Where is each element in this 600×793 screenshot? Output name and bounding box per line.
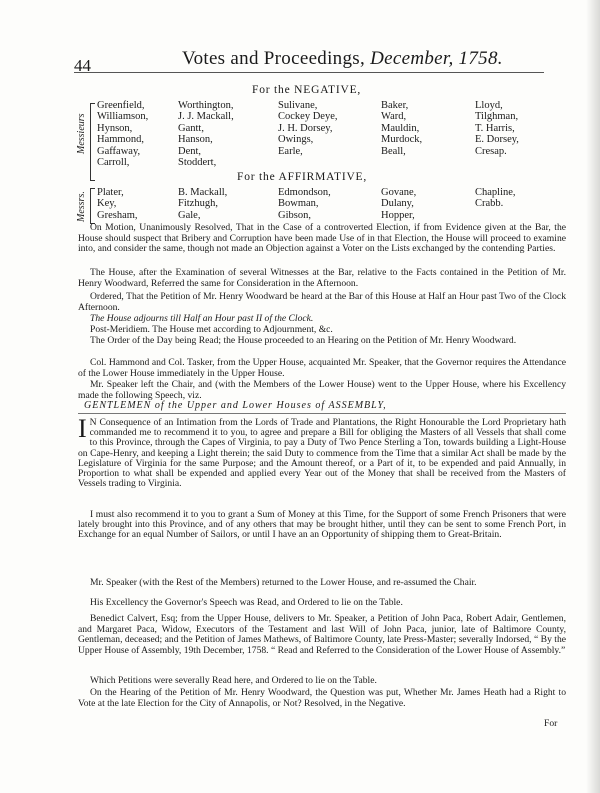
voter-name: Dent,: [178, 145, 202, 157]
voter-name: Ward,: [381, 111, 407, 123]
voter-name: Cockey Deye,: [278, 111, 338, 123]
paragraph-adjourn: [78, 314, 566, 325]
voter-name: Lloyd,: [475, 100, 503, 111]
voter-name: Plater,: [97, 187, 124, 198]
voter-name: Hanson,: [178, 134, 213, 146]
speech-paragraph-1: [78, 414, 566, 490]
voter-name: Dulany,: [381, 198, 414, 210]
affirmative-side-label: Messrs.: [76, 191, 87, 222]
voter-name: Gantt,: [178, 122, 204, 134]
paragraph-text: Ordered, That the Petition of Mr. Henry Woodward be heard at the Bar of this House at Half an Hour past Two of the Clock Afternoon.: [78, 291, 566, 313]
paragraph-order-of-day: [78, 336, 566, 347]
voter-name: Fitzhugh,: [178, 198, 218, 210]
paragraph-text: The Order of the Day being Read; the House proceeded to an Hearing on the Petition of Mr. Henry Woodward.: [90, 335, 517, 346]
page-number: 44: [74, 56, 91, 75]
voter-name: B. Mackall,: [178, 187, 228, 198]
closing-returned: [78, 578, 566, 589]
voter-name: Crabb.: [475, 198, 504, 210]
paragraph-text: Mr. Speaker (with the Rest of the Members) returned to the Lower House, and re-assumed the Chair.: [90, 577, 477, 588]
voter-name: Tilghman,: [475, 111, 519, 123]
page-edge-shadow: [586, 0, 600, 793]
affirmative-column-5: [475, 187, 516, 210]
affirmative-column-1: [97, 187, 138, 221]
negative-column-3: [278, 100, 337, 157]
voter-name: Key,: [97, 198, 117, 210]
paragraph-post-meridiem: [78, 325, 566, 336]
closing-petitions: [78, 614, 566, 656]
voter-name: Hammond,: [97, 134, 144, 146]
speech-rule: [78, 413, 566, 414]
voter-name: J. H. Dorsey,: [278, 122, 333, 134]
paragraph-text: Benedict Calvert, Esq; from the Upper House, delivers to Mr. Speaker, a Petition of John Paca, Robert Adair, Gentlemen, and Margaret Paca, Widow, Executors of the Testament and last Will of John Paca, junior, late of Baltimore County, Gentleman, deceased; and the Petition of James Mathews, of Baltimore County, late Press-Master; severally Indorsed, “ By the Upper House of Assembly, 19th December, 1758. “ Read and Referred to the Consideration of the Lower House of Assembly.”: [78, 613, 566, 656]
voter-name: Greenfield,: [97, 100, 145, 111]
paragraph-text: The House, after the Examination of several Witnesses at the Bar, relative to the Facts contained in the Petition of Mr. Henry Woodward, Referred the same for Consideration in the Afternoon.: [78, 267, 566, 289]
voter-name: Gibson,: [278, 209, 311, 221]
paragraph-text: The House adjourns till Half an Hour past II of the Clock.: [90, 313, 314, 324]
affirmative-column-3: [278, 187, 331, 221]
voter-name: Mauldin,: [381, 122, 420, 134]
speech-heading: GENTLEMEN of the Upper and Lower Houses of ASSEMBLY,: [84, 400, 387, 411]
voter-name: Gaffaway,: [97, 145, 141, 157]
voter-name: Govane,: [381, 187, 417, 198]
negative-side-label: Messieurs: [76, 113, 87, 154]
paragraph-text: Post-Meridiem. The House met according to Adjournment, &c.: [90, 324, 333, 335]
voter-name: Baker,: [381, 100, 409, 111]
paragraph-resolution: [78, 223, 566, 255]
running-head-date: December, 1758.: [370, 48, 503, 69]
negative-column-1: [97, 100, 148, 168]
voter-name: Murdock,: [381, 134, 423, 146]
paragraph-text: On Motion, Unanimously Resolved, That in the Case of a controverted Election, if from Evidence given at the Bar, the House should suspect that Bribery and Corruption have been made Use of in that Election, the House will proceed to examine into, and consider the same, though not made an Objection against a Voter on the Lists exchanged by the contending Parties.: [78, 222, 566, 254]
paragraph-text: I must also recommend it to you to grant a Sum of Money at this Time, for the Support of some French Prisoners that were lately brought into this Province, and of any others that may be brought hither, until they can be sent to some French Port, in Exchange for an equal Number of Sailors, or until I have an an Opportunity of shipping them to Great-Britain.: [78, 509, 566, 541]
negative-column-2: [178, 100, 234, 168]
voter-name: J. J. Mackall,: [178, 111, 234, 123]
voter-name: Hopper,: [381, 209, 415, 221]
affirmative-column-4: [381, 187, 416, 221]
voter-name: Sulivane,: [278, 100, 318, 111]
voter-name: Gale,: [178, 209, 201, 221]
voter-name: Worthington,: [178, 100, 234, 111]
paragraph-examination: [78, 268, 566, 289]
voter-name: Owings,: [278, 134, 314, 146]
running-head-title: Votes and Proceedings,: [182, 48, 366, 69]
negative-column-5: [475, 100, 519, 157]
voter-name: T. Harris,: [475, 122, 515, 134]
paragraph-text: Which Petitions were severally Read here, and Ordered to lie on the Table.: [90, 675, 377, 686]
paragraph-speaker-left: [78, 380, 566, 401]
voter-name: Cresap.: [475, 145, 507, 157]
closing-speech-read: [78, 598, 566, 609]
affirmative-column-2: [178, 187, 227, 221]
voter-name: Carroll,: [97, 157, 130, 169]
closing-petitions-read: [78, 676, 566, 687]
voter-name: Bowman,: [278, 198, 319, 210]
voter-name: Stoddert,: [178, 157, 217, 169]
speech-paragraph-2: [78, 510, 566, 541]
paragraph-text: His Excellency the Governor's Speech was Read, and Ordered to lie on the Table.: [90, 597, 403, 608]
voter-name: Edmondson,: [278, 187, 331, 198]
voter-name: Williamson,: [97, 111, 149, 123]
closing-hearing: [78, 688, 566, 709]
voter-name: Gresham,: [97, 209, 138, 221]
negative-column-4: [381, 100, 422, 157]
running-head: [182, 48, 503, 70]
paragraph-text: Col. Hammond and Col. Tasker, from the Upper House, acquainted Mr. Speaker, that the Governor requires the Attendance of the Lower House immediately in the Upper House.: [78, 357, 566, 379]
paragraph-text: On the Hearing of the Petition of Mr. Henry Woodward, the Question was put, Whether Mr. James Heath had a Right to Vote at the late Election for the City of Annapolis, or Not? Resolved, in the Negative.: [78, 687, 566, 709]
negative-heading: For the NEGATIVE,: [252, 84, 362, 96]
voter-name: Chapline,: [475, 187, 516, 198]
paragraph-text: N Consequence of an Intimation from the Lords of Trade and Plantations, the Right Honourable the Lord Proprietary hath commanded me to recommend it to you, to agree and prepare a Bill for obliging the Masters of all Vessels that shall come to this Province, through the Capes of Virginia, to pay a Duty of Two Pence Sterling a Ton, towards building a Light-House on Cape-Henry, and keeping a Light therein; the said Duty to commence from the Time that a similar Act shall be made by the Legislature of Virginia for the same Purpose; and the Amount thereof, or a Part of it, to be expended and paid Annually, in Proportion to what shall be expended and applied every Year out of the Money that shall be received from the Masters of Vessels trading to Virginia.: [78, 417, 566, 490]
negative-brace: [90, 103, 95, 181]
voter-name: Earle,: [278, 145, 303, 157]
paragraph-message: [78, 358, 566, 379]
affirmative-brace: [90, 188, 95, 224]
affirmative-heading: For the AFFIRMATIVE,: [237, 171, 368, 183]
paragraph-order: [78, 292, 566, 313]
voter-name: Beall,: [381, 145, 406, 157]
voter-name: E. Dorsey,: [475, 134, 519, 146]
paragraph-text: Mr. Speaker left the Chair, and (with the Members of the Lower House) went to the Upper House, where his Excellency made the following Speech, viz.: [78, 379, 566, 401]
catchword: For: [544, 718, 558, 729]
header-rule: [74, 72, 544, 73]
voter-name: Hynson,: [97, 122, 133, 134]
drop-cap: I: [78, 414, 87, 443]
